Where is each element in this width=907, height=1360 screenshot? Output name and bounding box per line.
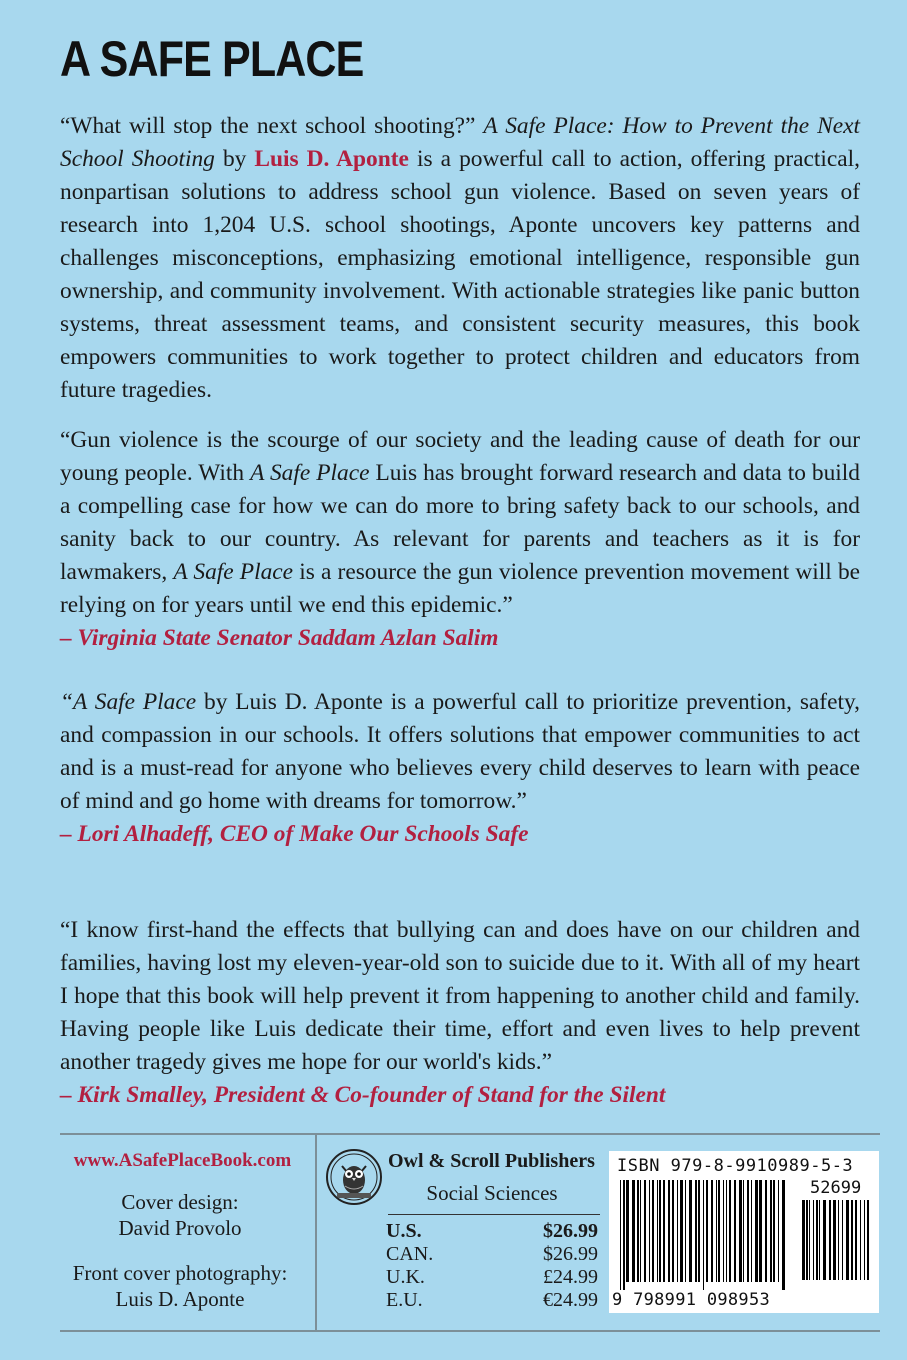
price-addon-code: 52699: [810, 1178, 862, 1198]
website-link[interactable]: www.ASafePlaceBook.com: [73, 1150, 292, 1171]
barcode-bar: [706, 1180, 708, 1282]
barcode-bar: [819, 1200, 820, 1280]
barcode-bar: [860, 1200, 861, 1280]
price-region: CAN.: [386, 1243, 434, 1265]
barcode-bar: [770, 1180, 772, 1282]
barcode-bar: [765, 1180, 767, 1282]
barcode-bar: [718, 1180, 720, 1282]
barcode-icon: [618, 1180, 788, 1290]
barcode-bar: [668, 1180, 670, 1282]
barcode-bar: [657, 1180, 658, 1282]
price-value: €24.99: [543, 1289, 598, 1311]
barcode-bar: [747, 1180, 749, 1282]
author-name: Luis D. Aponte: [254, 146, 409, 172]
barcode-bar: [685, 1180, 686, 1282]
quote2-attribution: – Lori Alhadeff, CEO of Make Our Schools Safe: [60, 821, 529, 847]
price-value: $26.99: [543, 1220, 598, 1242]
barcode-bar: [637, 1180, 639, 1282]
barcode-bar: [867, 1200, 869, 1280]
barcode-bar: [644, 1180, 646, 1282]
barcode-bar: [802, 1200, 805, 1280]
barcode-bar: [695, 1180, 697, 1282]
barcode-bar: [809, 1200, 810, 1280]
barcode-bar: [663, 1180, 665, 1282]
book-description: [60, 110, 860, 407]
barcode-bar: [855, 1200, 857, 1280]
barcode-bar: [816, 1200, 818, 1280]
endorsement-salim: [60, 424, 860, 655]
publisher-name: Owl & Scroll Publishers: [388, 1150, 595, 1172]
price-value: £24.99: [543, 1266, 598, 1288]
quote1-part3: is a resource the gun violence prevention movement will be relying on for years until we end this epidemic.”: [60, 559, 861, 618]
barcode-bar: [652, 1180, 654, 1282]
quote3-attribution: – Kirk Smalley, President & Co-founder of Stand for the Silent: [60, 1082, 666, 1108]
barcode-bar: [672, 1180, 674, 1282]
barcode-bar: [680, 1180, 683, 1282]
quote2-title-ref: “A Safe Place: [60, 689, 197, 715]
barcode-bar: [778, 1180, 779, 1282]
quote2-text: by Luis D. Aponte is a powerful call to prioritize prevention, safety, and compassion in our schools. It offers solutions that empower communities to act and is a must-read for anyone who believes every child deserves to learn with peace of mind and go home with dreams for tomorrow.”: [60, 689, 861, 814]
price-region: U.S.: [386, 1220, 422, 1242]
cover-design-name: David Provolo: [118, 1216, 242, 1240]
barcode-bar: [729, 1180, 731, 1282]
quote1-title-ref: A Safe Place: [250, 460, 370, 486]
category-divider: [388, 1214, 600, 1215]
ean-number: 9 798991 098953: [612, 1290, 771, 1310]
quote1-part1: “Gun violence is the scourge of our society and the leading cause of death for our young people. With: [60, 427, 860, 486]
barcode-bar: [806, 1200, 808, 1280]
price-value: $26.99: [543, 1243, 598, 1265]
price-row: [386, 1243, 598, 1266]
price-region: E.U.: [386, 1289, 423, 1311]
barcode-bar: [751, 1180, 752, 1282]
barcode-bar: [755, 1180, 758, 1282]
quote3-text: “I know first-hand the effects that bullying can and does have on our children and families, having lost my eleven-year-old son to suicide due to it. With all of my heart I hope that this book will help prevent it from happening to another child and family. Having people like Luis dedicate their time, effort and even lives to help prevent another tragedy gives me hope for our world's kids.”: [60, 917, 860, 1075]
quote1-title-ref-2: A Safe Place: [173, 559, 294, 585]
price-row: [386, 1220, 598, 1243]
barcode-bar: [829, 1200, 831, 1280]
barcode-bar: [659, 1180, 661, 1282]
endorsement-smalley: [60, 914, 860, 1112]
barcode-bar: [623, 1180, 625, 1290]
barcode-bar: [864, 1200, 865, 1280]
barcode-bar: [833, 1200, 836, 1280]
barcode-bar: [677, 1180, 678, 1282]
barcode-bar: [716, 1180, 717, 1282]
barcode-bar: [734, 1180, 736, 1282]
barcode-bar: [759, 1180, 762, 1282]
barcode-bar: [620, 1180, 621, 1290]
description-book-title: A Safe Place: How to Prevent the Next School Shooting: [60, 113, 860, 172]
barcode-bar: [813, 1200, 814, 1280]
photo-credit: [40, 1260, 320, 1312]
footer-divider-bottom: [60, 1330, 880, 1332]
cover-design-credit: [40, 1189, 320, 1241]
addon-barcode-icon: [800, 1200, 872, 1288]
barcode-bar: [726, 1180, 727, 1282]
barcode-bar: [649, 1180, 650, 1282]
barcode-bar: [846, 1200, 849, 1280]
barcode-bar: [739, 1180, 742, 1282]
barcode-bar: [698, 1180, 700, 1282]
description-lead: “What will stop the next school shooting?”: [60, 113, 484, 139]
endorsement-alhadeff: [60, 686, 860, 851]
quote1-attribution: – Virginia State Senator Saddam Azlan Salim: [60, 625, 499, 651]
isbn-number: ISBN 979-8-9910989-5-3: [617, 1156, 854, 1176]
cover-design-label: Cover design:: [121, 1190, 239, 1214]
photo-label: Front cover photography:: [72, 1261, 288, 1285]
price-row: [386, 1266, 598, 1289]
book-category: Social Sciences: [426, 1181, 558, 1205]
owl-logo-icon: [325, 1148, 383, 1206]
barcode-bar: [626, 1180, 629, 1282]
barcode-bar: [838, 1200, 839, 1280]
barcode-bar: [782, 1180, 785, 1290]
barcode-bar: [773, 1180, 775, 1282]
footer-divider-top: [60, 1133, 880, 1135]
barcode-bar: [723, 1180, 724, 1282]
price-list: [386, 1220, 598, 1312]
photo-name: Luis D. Aponte: [115, 1287, 245, 1311]
description-rest: is a powerful call to action, offering practical, nonpartisan solutions to address school gun violence. Based on seven years of research into 1,204 U.S. school shootings, Aponte uncovers key patterns and challenges misconceptions, emphasizing emotional intelligence, responsible gun ownership, and community involvement. With actionable strategies like panic button systems, threat assessment teams, and consistent security measures, this book empowers communities to work together to protect children and educators from future tragedies.: [60, 146, 860, 403]
barcode-bar: [640, 1180, 641, 1282]
price-row: [386, 1289, 598, 1312]
barcode-bar: [842, 1200, 843, 1280]
barcode-bar: [851, 1200, 853, 1280]
barcode-bar: [823, 1200, 826, 1280]
barcode-bar: [703, 1180, 704, 1290]
barcode-bar: [711, 1180, 713, 1282]
quote1-part2: Luis has brought forward research and data to build a compelling case for how we can do more to bring safety back to our schools, and sanity back to our country. As relevant for parents and teachers as it is for lawmakers,: [60, 460, 860, 585]
book-title: A SAFE PLACE: [60, 31, 364, 87]
description-by: by: [214, 146, 255, 172]
barcode-bar: [743, 1180, 744, 1282]
price-region: U.K.: [386, 1266, 425, 1288]
barcode-bar: [632, 1180, 635, 1282]
barcode-bar: [689, 1180, 692, 1282]
